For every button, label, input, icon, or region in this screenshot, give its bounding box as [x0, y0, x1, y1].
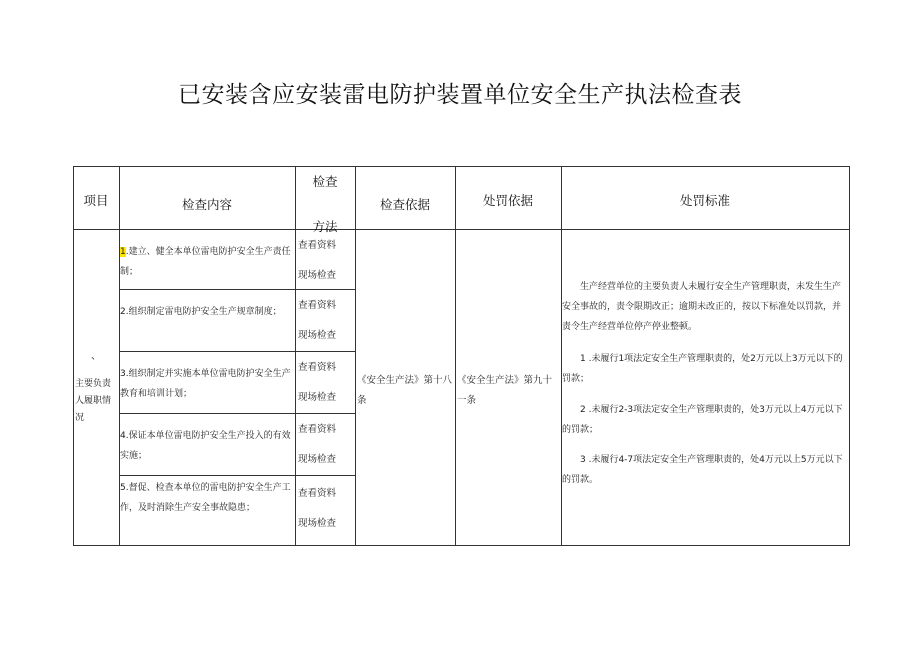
penalty-item-2: 2 .未履行2-3项法定安全生产管理职责的，处3万元以上4万元以下的罚款；: [562, 405, 843, 435]
inspection-table: [73, 166, 850, 546]
check-item-1: 1.建立、健全本单位雷电防护安全生产责任制；: [120, 247, 291, 277]
penalty-basis: 《安全生产法》第九十一条: [457, 375, 553, 406]
header-method-line2: 方法: [312, 219, 338, 234]
method-1: 查看资料 现场检查: [298, 240, 337, 281]
section-mark: 、: [91, 351, 101, 362]
header-method-line1: 检查: [312, 174, 338, 189]
penalty-intro: 生产经营单位的主要负责人未履行安全生产管理职责，未发生生产安全事故的，责令限期改正；逾期未改正的，按以下标准处以罚款，并责令生产经营单位停产停业整顿。: [562, 282, 842, 332]
highlight-mark: 1: [120, 247, 126, 257]
method-4: 查看资料 现场检查: [298, 424, 337, 465]
check-item-2: 2.组织制定雷电防护安全生产规章制度；: [120, 307, 282, 317]
section-label: 主要负责 人履职情 况: [75, 379, 112, 423]
check-item-3: 3.组织制定并实施本单位雷电防护安全生产教育和培训计划；: [120, 369, 291, 399]
inspection-basis: 《安全生产法》第十八条: [357, 375, 453, 406]
header-penalty-standard: 处罚标准: [679, 193, 730, 208]
header-basis: 检查依据: [379, 197, 430, 212]
method-2: 查看资料 现场检查: [298, 300, 337, 341]
header-content: 检查内容: [181, 197, 232, 212]
page-title: 已安装含应安装雷电防护装置单位安全生产执法检查表: [178, 82, 742, 108]
check-item-4: 4.保证本单位雷电防护安全生产投入的有效实施；: [120, 431, 291, 461]
header-item: 项目: [83, 193, 109, 208]
penalty-item-3: 3 .未履行4-7项法定安全生产管理职责的，处4万元以上5万元以下的罚款。: [562, 455, 843, 485]
method-5: 查看资料 现场检查: [298, 488, 337, 529]
method-3: 查看资料 现场检查: [298, 362, 337, 403]
header-penalty-basis: 处罚依据: [482, 193, 533, 208]
check-item-5: 5.督促、检查本单位的雷电防护安全生产工作，及时消除生产安全事故隐患；: [120, 483, 291, 513]
penalty-item-1: 1 .未履行1项法定安全生产管理职责的，处2万元以上3万元以下的罚款；: [562, 354, 843, 384]
